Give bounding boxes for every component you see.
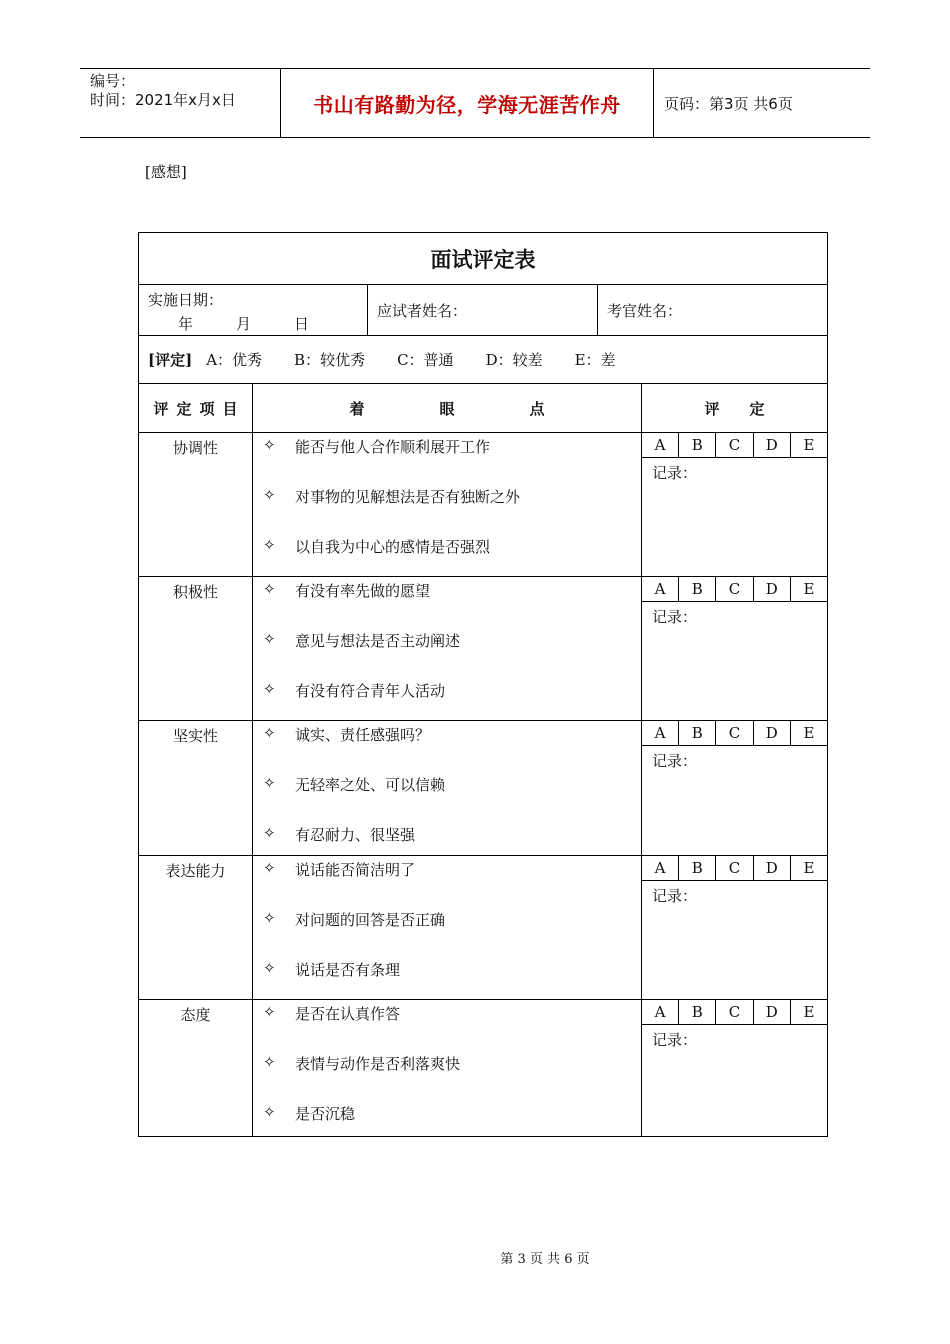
grade-d[interactable]: D (754, 1000, 791, 1024)
grade-d[interactable]: D (754, 433, 791, 457)
section-rating (642, 577, 827, 720)
grade-b[interactable]: B (679, 577, 716, 601)
list-item: ✧ 说话能否简洁明了 (263, 859, 416, 879)
scale-option: E：差 (574, 351, 616, 369)
diamond-star-icon: ✧ (263, 580, 276, 598)
record-field[interactable]: 记录： (652, 1031, 698, 1049)
list-item: ✧ 无轻率之处、可以信赖 (263, 774, 446, 794)
table-header (139, 384, 827, 433)
grade-c[interactable]: C (716, 1000, 753, 1024)
date-label: 实施日期： (148, 291, 224, 309)
list-item: ✧ 对事物的见解想法是否有独断之外 (263, 486, 521, 506)
header-page-info: 页码：第3页 共6页 (664, 94, 793, 113)
list-item: ✧ 是否在认真作答 (263, 1003, 401, 1023)
col-points-header: 着 眼 点 (349, 399, 545, 418)
grade-b[interactable]: B (679, 721, 716, 745)
section-name: 积极性 (139, 577, 253, 720)
date-cell[interactable] (139, 285, 368, 335)
section-points (253, 1000, 642, 1136)
grade-c[interactable]: C (716, 856, 753, 880)
section-name: 协调性 (139, 433, 253, 576)
section-rating (642, 433, 827, 576)
section-row (139, 1000, 827, 1136)
grade-d[interactable]: D (754, 856, 791, 880)
grade-c[interactable]: C (716, 433, 753, 457)
grade-options (642, 577, 827, 602)
scale-option: C：普通 (397, 351, 454, 369)
section-row (139, 433, 827, 577)
info-row (139, 285, 827, 336)
section-row (139, 856, 827, 1000)
grade-e[interactable]: E (803, 859, 815, 877)
scale-option: B：较优秀 (294, 351, 366, 369)
diamond-star-icon: ✧ (263, 1103, 276, 1121)
interview-evaluation-form (138, 232, 828, 1137)
list-item: ✧ 意见与想法是否主动阐述 (263, 630, 461, 650)
section-row (139, 721, 827, 856)
grade-c[interactable]: C (716, 577, 753, 601)
diamond-star-icon: ✧ (263, 630, 276, 648)
diamond-star-icon: ✧ (263, 774, 276, 792)
date-day: 日 (294, 315, 310, 333)
scale-option: D：较差 (485, 351, 543, 369)
section-points (253, 577, 642, 720)
col-item-header: 评定项目 (153, 399, 246, 418)
section-row (139, 577, 827, 721)
number-label: 编号： (90, 72, 136, 90)
examiner-name-cell[interactable] (598, 285, 827, 335)
record-field[interactable]: 记录： (652, 608, 698, 626)
form-title: 面试评定表 (139, 233, 827, 285)
grade-a[interactable]: A (642, 577, 679, 601)
header-motto: 书山有路勤为径，学海无涯苦作舟 (281, 69, 654, 137)
diamond-star-icon: ✧ (263, 824, 276, 842)
grade-b[interactable]: B (679, 433, 716, 457)
note-label: [感想] (145, 163, 187, 181)
section-name: 坚实性 (139, 721, 253, 855)
record-field[interactable]: 记录： (652, 752, 698, 770)
section-points (253, 856, 642, 999)
header-meta (80, 69, 281, 137)
grade-b[interactable]: B (679, 856, 716, 880)
grade-c[interactable]: C (716, 721, 753, 745)
list-item: ✧ 有忍耐力、很坚强 (263, 824, 416, 844)
candidate-name-cell[interactable] (368, 285, 598, 335)
grade-e[interactable]: E (803, 580, 815, 598)
grade-d[interactable]: D (754, 577, 791, 601)
examiner-name-label: 考官姓名： (607, 301, 683, 320)
grade-options (642, 856, 827, 881)
list-item: ✧ 诚实、责任感强吗？ (263, 724, 431, 744)
rating-scale (139, 336, 827, 384)
list-item: ✧ 有没有率先做的愿望 (263, 580, 431, 600)
section-rating (642, 1000, 827, 1136)
section-points (253, 721, 642, 855)
grade-options (642, 433, 827, 458)
section-name: 态度 (139, 1000, 253, 1136)
grade-options (642, 1000, 827, 1025)
diamond-star-icon: ✧ (263, 1003, 276, 1021)
grade-e[interactable]: E (803, 724, 815, 742)
page-header (80, 68, 870, 138)
diamond-star-icon: ✧ (263, 436, 276, 454)
scale-option: A：优秀 (206, 351, 263, 369)
section-points (253, 433, 642, 576)
diamond-star-icon: ✧ (263, 909, 276, 927)
section-rating (642, 721, 827, 855)
diamond-star-icon: ✧ (263, 724, 276, 742)
page-footer: 第 3 页 共 6 页 (500, 1252, 590, 1267)
grade-b[interactable]: B (679, 1000, 716, 1024)
date-month: 月 (236, 315, 252, 333)
date-year: 年 (178, 315, 194, 333)
list-item: ✧ 有没有符合青年人活动 (263, 680, 446, 700)
diamond-star-icon: ✧ (263, 1053, 276, 1071)
section-rating (642, 856, 827, 999)
grade-d[interactable]: D (754, 721, 791, 745)
grade-a[interactable]: A (642, 856, 679, 880)
grade-a[interactable]: A (642, 721, 679, 745)
record-field[interactable]: 记录： (652, 887, 698, 905)
list-item: ✧ 对问题的回答是否正确 (263, 909, 446, 929)
diamond-star-icon: ✧ (263, 959, 276, 977)
grade-e[interactable]: E (803, 436, 815, 454)
grade-a[interactable]: A (642, 1000, 679, 1024)
list-item: ✧ 能否与他人合作顺利展开工作 (263, 436, 491, 456)
time-label: 时间：2021年x月x日 (90, 91, 236, 109)
diamond-star-icon: ✧ (263, 536, 276, 554)
scale-label: [评定] (148, 351, 193, 369)
list-item: ✧ 以自我为中心的感情是否强烈 (263, 536, 491, 556)
diamond-star-icon: ✧ (263, 859, 276, 877)
grade-options (642, 721, 827, 746)
grade-a[interactable]: A (642, 433, 679, 457)
diamond-star-icon: ✧ (263, 486, 276, 504)
grade-e[interactable]: E (803, 1003, 815, 1021)
list-item: ✧ 表情与动作是否利落爽快 (263, 1053, 461, 1073)
record-field[interactable]: 记录： (652, 464, 698, 482)
section-name: 表达能力 (139, 856, 253, 999)
list-item: ✧ 是否沉稳 (263, 1103, 356, 1123)
col-rating-header: 评 定 (704, 399, 765, 418)
diamond-star-icon: ✧ (263, 680, 276, 698)
list-item: ✧ 说话是否有条理 (263, 959, 401, 979)
candidate-name-label: 应试者姓名： (377, 301, 468, 320)
